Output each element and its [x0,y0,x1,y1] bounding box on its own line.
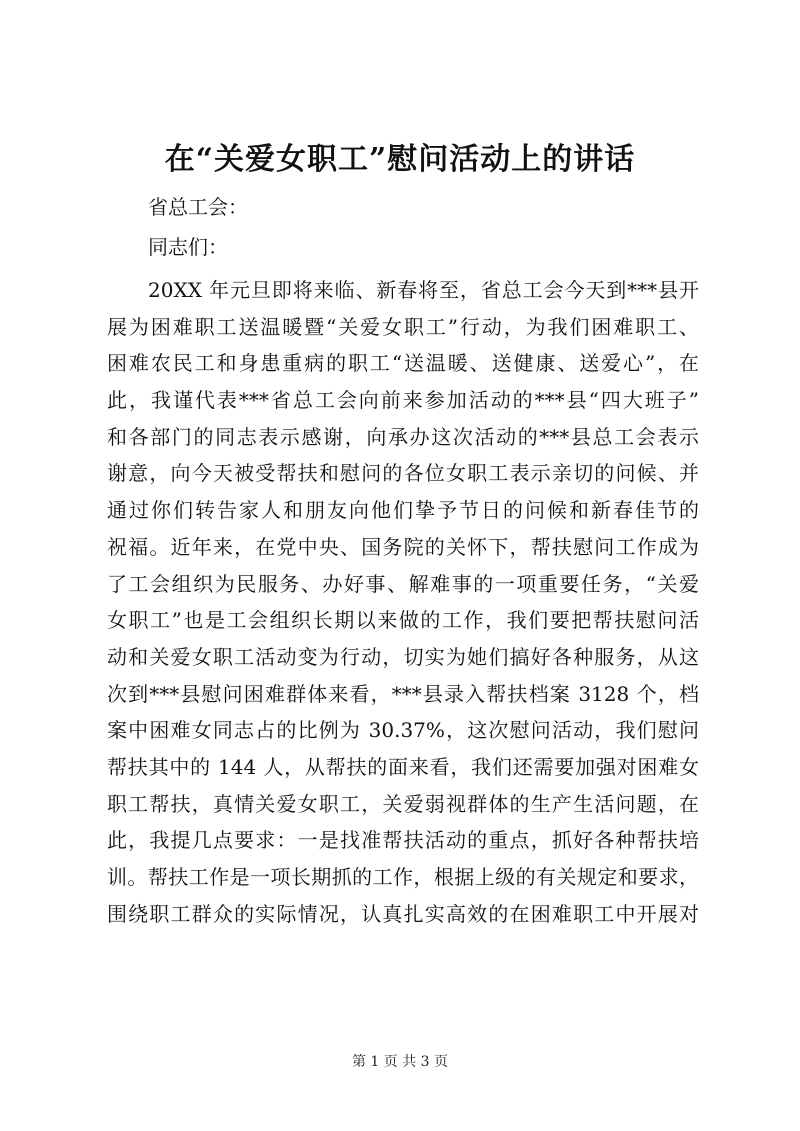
salutation-comrades: 同志们： [148,235,228,259]
body-line: 谢意，向今天被受帮扶和慰问的各位女职工表示亲切的问候、并 [107,461,699,486]
body-paragraph [107,272,699,932]
body-line: 训。帮扶工作是一项长期抓的工作，根据上级的有关规定和要求， [107,865,699,889]
body-line: 职工帮扶，真情关爱女职工，关爱弱视群体的生产生活问题，在 [107,791,699,816]
body-line: 了工会组织为民服务、办好事、解难事的一项重要任务，“关爱 [107,571,699,596]
body-line: 展为困难职工送温暖暨“关爱女职工”行动，为我们困难职工、 [107,314,699,339]
document-title: 在“关爱女职工”慰问活动上的讲话 [164,142,636,177]
salutation-provincial-union: 省总工会： [148,195,248,219]
body-line: 案中困难女同志占的比例为 30.37%，这次慰问活动，我们慰问 [107,718,699,743]
body-line: 女职工”也是工会组织长期以来做的工作，我们要把帮扶慰问活 [107,608,699,633]
body-line: 此，我谨代表***省总工会向前来参加活动的***县“四大班子” [107,388,699,413]
body-line: 祝福。近年来，在党中央、国务院的关怀下，帮扶慰问工作成为 [107,534,699,559]
body-line: 围绕职工群众的实际情况，认真扎实高效的在困难职工中开展对 [107,901,699,926]
body-line: 帮扶其中的 144 人，从帮扶的面来看，我们还需要加强对困难女 [107,754,699,779]
body-line: 动和关爱女职工活动变为行动，切实为她们搞好各种服务，从这 [107,644,699,669]
body-line: 和各部门的同志表示感谢，向承办这次活动的***县总工会表示 [107,424,699,449]
page-number-footer: 第 1 页 共 3 页 [351,1054,449,1070]
body-line: 次到***县慰问困难群体来看，***县录入帮扶档案 3128 个，档 [107,681,699,706]
body-line: 通过你们转告家人和朋友向他们挚予节日的问候和新春佳节的 [107,498,699,523]
body-line: 困难农民工和身患重病的职工“送温暖、送健康、送爱心”，在 [107,351,699,376]
body-line: 此，我提几点要求：一是找准帮扶活动的重点，抓好各种帮扶培 [107,828,699,853]
body-line: 20XX 年元旦即将来临、新春将至，省总工会今天到***县开 [148,278,699,302]
